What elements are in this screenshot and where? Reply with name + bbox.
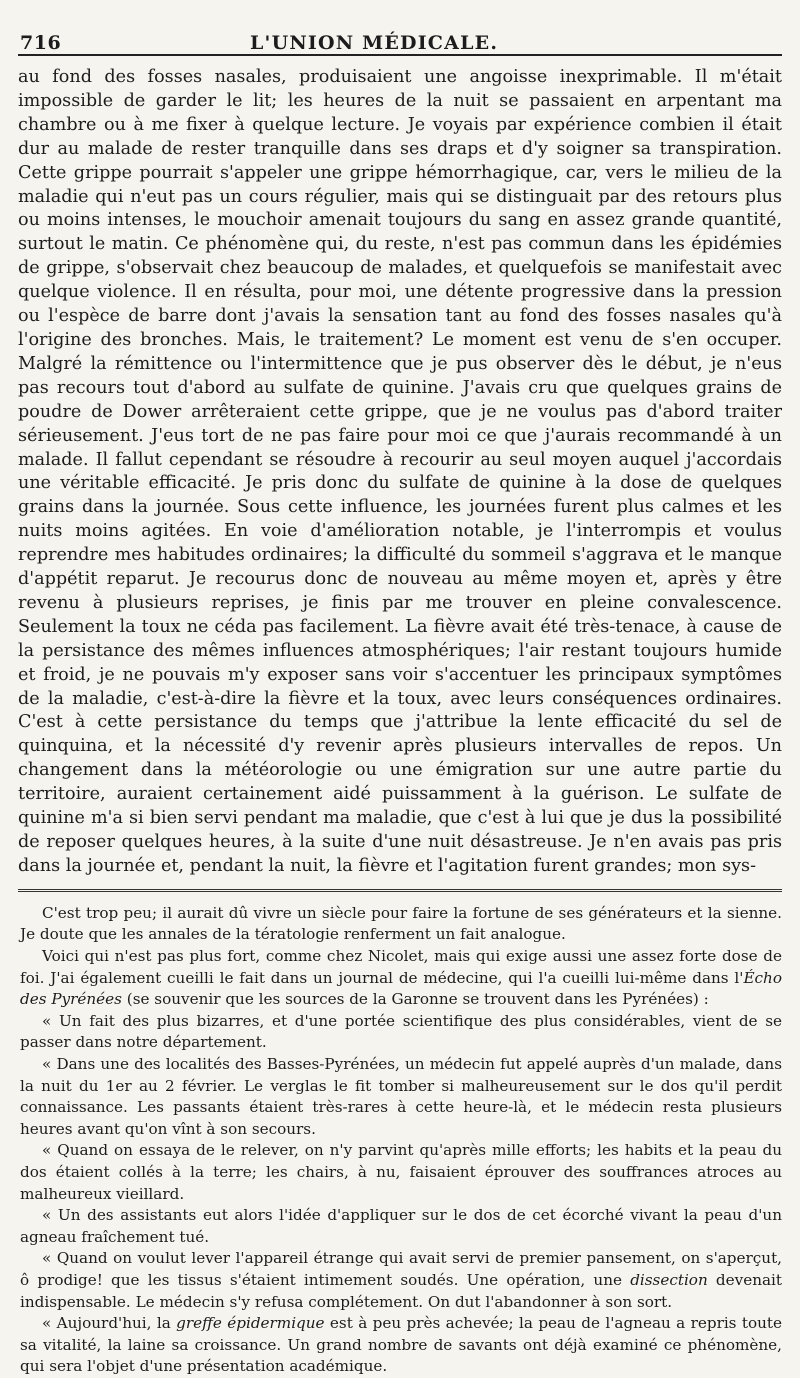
footnote-section bbox=[18, 903, 782, 1378]
footnote-text: Voici qui n'est pas plus fort, comme chez Nicolet, mais qui exige aussi une assez forte dose de foi. J'ai également cueilli le fait dans un journal de médecine, qui l'a cueilli lui-même dans l' bbox=[20, 947, 782, 987]
footnote-paragraph: « Un fait des plus bizarres, et d'une portée scientifique des plus considérables, vient de se passer dans notre département. bbox=[20, 1011, 782, 1052]
footnote-paragraph bbox=[20, 1248, 782, 1313]
footnote-text: « Aujourd'hui, la bbox=[42, 1314, 177, 1333]
footnote-separator bbox=[18, 889, 782, 895]
footnote-text: (se souvenir que les sources de la Garonne se trouvent dans les Pyrénées) : bbox=[121, 990, 709, 1009]
footnote-text: est à peu près achevée; la peau de l'agneau a repris toute sa vitalité, la laine sa croissance. Un grand nombre de savants ont déjà examiné ce phénomène, qui sera l'objet d'une présentation académique. bbox=[20, 1314, 782, 1376]
journal-page bbox=[18, 20, 782, 1376]
page-header bbox=[18, 20, 782, 56]
main-paragraph: au fond des fosses nasales, produisaient une angoisse inexprimable. Il m'était impossible de garder le lit; les heures de la nuit se passaient en arpentant ma chambre ou à me fixer à quelque lecture. Je voyais par expérience combien il était dur au malade de rester tranquille dans ses draps et d'y soigner sa transpiration. Cette grippe pourrait s'appeler une grippe hémorrhagique, car, vers le milieu de la maladie qui n'eut pas un cours régulier, mais qui se distinguait par des retours plus ou moins intenses, le mouchoir amenait toujours du sang en assez grande quantité, surtout le matin. Ce phénomène qui, du reste, n'est pas commun dans les épidémies de grippe, s'observait chez beaucoup de malades, et quelquefois se manifestait avec quelque violence. Il en résulta, pour moi, une détente progressive dans la pression ou l'espèce de barre dont j'avais la sensation tant au fond des fosses nasales qu'à l'origine des bronches. Mais, le traitement? Le moment est venu de s'en occuper. Malgré la rémittence ou l'intermittence que je pus observer dès le début, je n'eus pas recours tout d'abord au sulfate de quinine. J'avais cru que quelques grains de poudre de Dower arrêteraient cette grippe, que je ne voulus pas d'abord traiter sérieusement. J'eus tort de ne pas faire pour moi ce que j'aurais recommandé à un malade. Il fallut cependant se résoudre à recourir au seul moyen auquel j'accordais une véritable efficacité. Je pris donc du sulfate de quinine à la dose de quelques grains dans la journée. Sous cette influence, les journées furent plus calmes et les nuits moins agitées. En voie d'amélioration notable, je l'interrompis et voulus reprendre mes habitudes ordinaires; la difficulté du sommeil s'aggrava et le manque d'appétit reparut. Je recourus donc de nouveau au même moyen et, après y être revenu à plusieurs reprises, je finis par me trouver en pleine convalescence. Seulement la toux ne céda pas facilement. La fièvre avait été très-tenace, à cause de la persistance des mêmes influences atmosphériques; l'air restant toujours humide et froid, je ne pouvais m'y exposer sans voir s'accentuer les principaux symptômes de la maladie, c'est-à-dire la fièvre et la toux, avec leurs conséquences ordinaires. C'est à cette persistance du temps que j'attribue la lente efficacité du sel de quinquina, et la nécessité d'y revenir après plusieurs intervalles de repos. Un changement dans la météorologie ou une émigration sur une autre partie du territoire, auraient certainement aidé puissamment à la guérison. Le sulfate de quinine m'a si bien servi pendant ma maladie, que c'est à lui que je dus la possibilité de reposer quelques heures, à la suite d'une nuit désastreuse. Je n'en avais pas pris dans la journée et, pendant la nuit, la fièvre et l'agitation furent grandes; mon sys- bbox=[18, 67, 782, 876]
footnote-italic-title: Écho des Pyrénées bbox=[20, 968, 782, 1009]
main-text bbox=[18, 66, 782, 879]
footnote-paragraph: C'est trop peu; il aurait dû vivre un siècle pour faire la fortune de ses générateurs et la sienne. Je doute que les annales de la tératologie renferment un fait analogue. bbox=[20, 903, 782, 944]
page-number: 716 bbox=[20, 32, 62, 54]
footnote-text: « Quand on voulut lever l'appareil étrange qui avait servi de premier pansement, on s'aperçut, ô prodige! que les tissus s'étaient intimement soudés. Une opération, une bbox=[20, 1249, 782, 1289]
footnote-paragraph bbox=[20, 1313, 782, 1378]
footnote-paragraph bbox=[20, 946, 782, 1011]
footnote-italic-term: dissection bbox=[630, 1270, 708, 1289]
footnote-text: devenait indispensable. Le médecin s'y refusa complétement. On dut l'abandonner à son sort. bbox=[20, 1270, 782, 1311]
footnote-paragraph: « Dans une des localités des Basses-Pyrénées, un médecin fut appelé auprès d'un malade, dans la nuit du 1er au 2 février. Le verglas le fit tomber si malheureusement sur le dos qu'il perdit connaissance. Les passants étaient très-rares à cette heure-là, et le médecin resta plusieurs heures avant qu'on vînt à son secours. bbox=[20, 1054, 782, 1138]
footnote-paragraph: « Un des assistants eut alors l'idée d'appliquer sur le dos de cet écorché vivant la peau d'un agneau fraîchement tué. bbox=[20, 1206, 782, 1246]
footnote-paragraph: « Quand on essaya de le relever, on n'y parvint qu'après mille efforts; les habits et la peau du dos étaient collés à la terre; les chairs, à nu, faisaient éprouver des souffrances atroces au malheureux vieillard. bbox=[20, 1141, 782, 1203]
footnote-italic-term: greffe épidermique bbox=[176, 1314, 325, 1333]
running-title: L'UNION MÉDICALE. bbox=[250, 32, 499, 54]
